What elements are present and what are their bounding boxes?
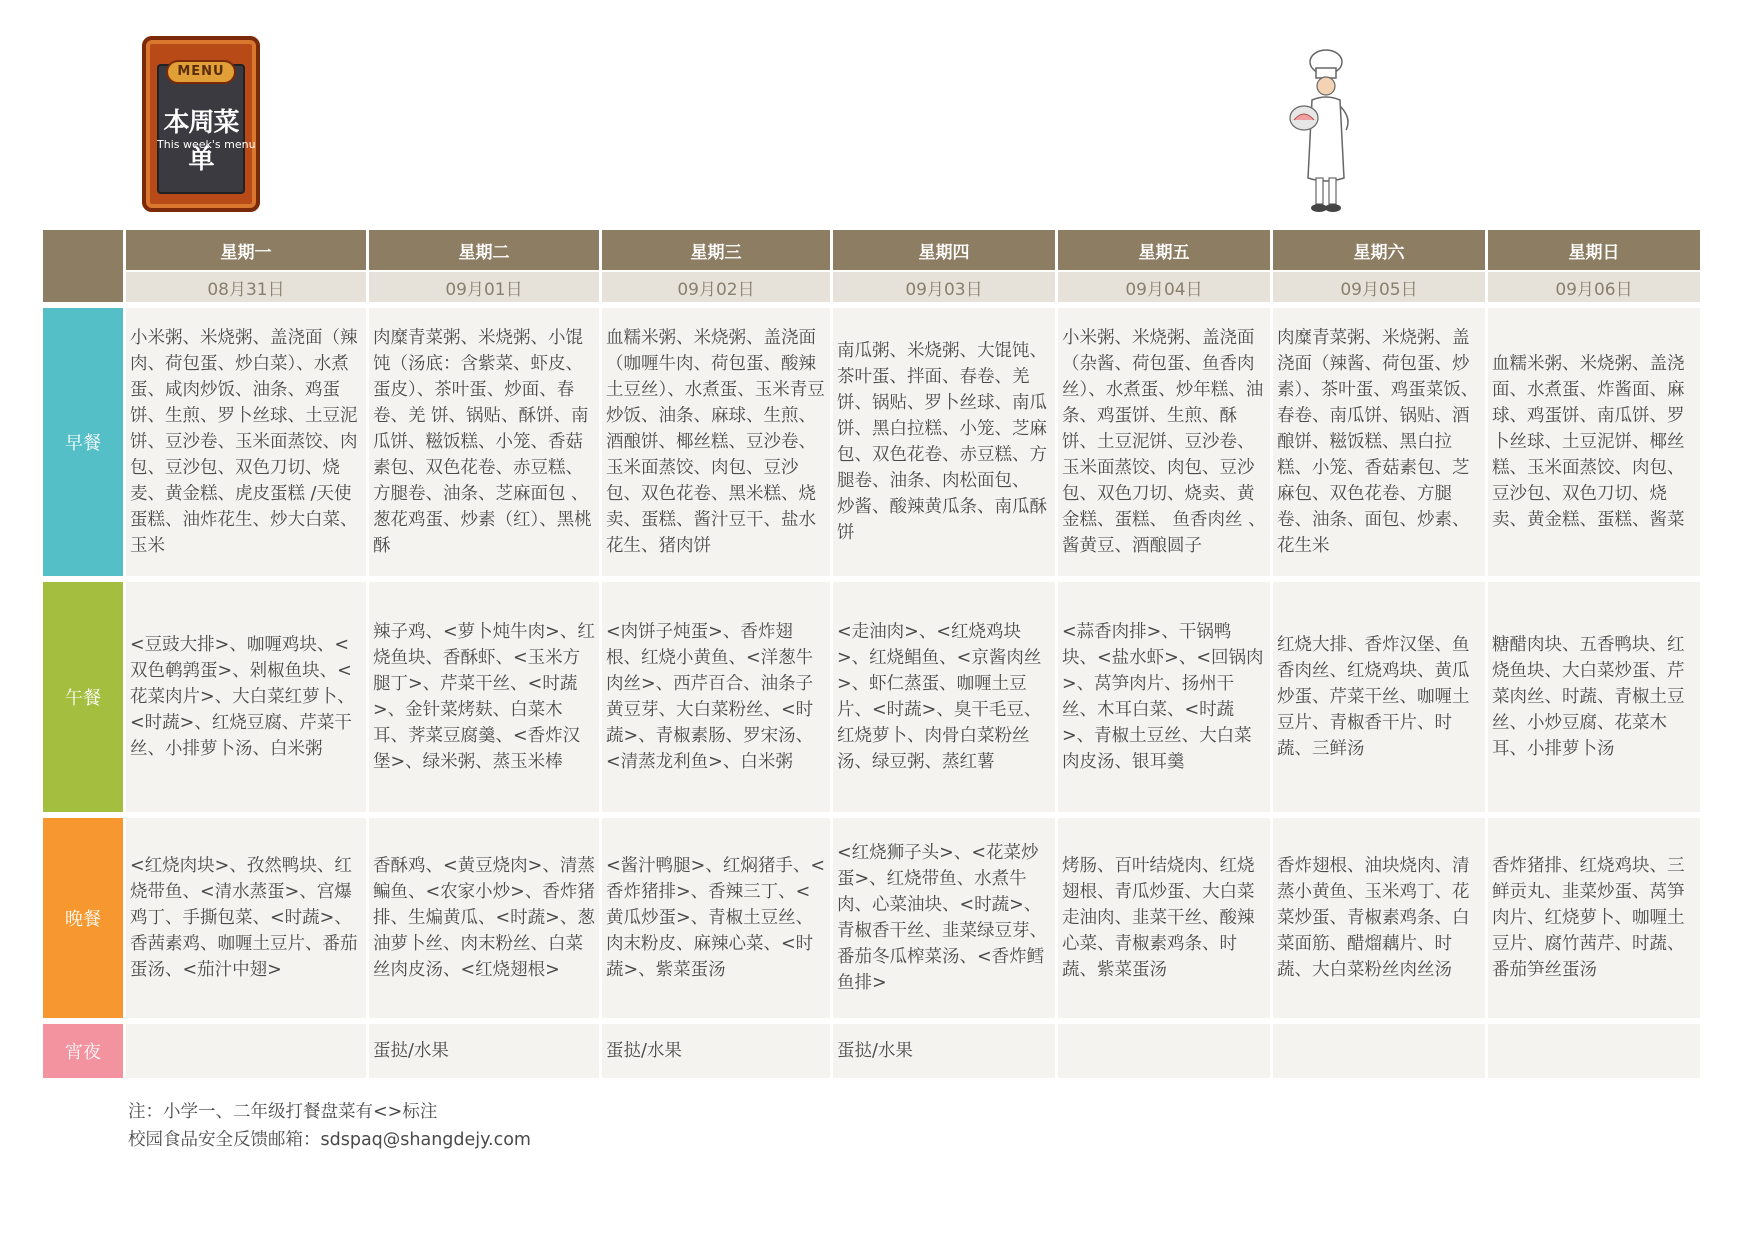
menu-cell: <蒜香肉排>、干锅鸭块、<盐水虾>、<回锅肉>、莴笋肉片、扬州干丝、木耳白菜、<时蔬>、青椒土豆丝、大白菜肉皮汤、银耳羹 [1058,582,1270,812]
menu-cell: <走油肉>、<红烧鸡块>、红烧鲳鱼、<京酱肉丝>、虾仁蒸蛋、咖喱土豆片、<时蔬>、臭干毛豆、红烧萝卜、肉骨白菜粉丝汤、绿豆粥、蒸红薯 [833,582,1055,812]
weekly-menu-table [40,230,1703,1078]
menu-cell: <红烧肉块>、孜然鸭块、红烧带鱼、<清水蒸蛋>、宫爆鸡丁、手撕包菜、<时蔬>、香茜素鸡、咖喱土豆片、番茄蛋汤、<茄汁中翅> [126,818,366,1018]
meal-label-lunch: 午餐 [43,582,123,812]
menu-cell: 血糯米粥、米烧粥、盖浇面（咖喱牛肉、荷包蛋、酸辣土豆丝）、水煮蛋、玉米青豆炒饭、油条、麻球、生煎、酒酿饼、椰丝糕、豆沙卷、玉米面蒸饺、肉包、豆沙包、双色花卷、黑米糕、烧卖、蛋糕、酱汁豆干、盐水花生、猪肉饼 [602,308,830,576]
day-saturday: 星期六 [1273,230,1485,270]
date-tuesday: 09月01日 [369,270,599,302]
menu-cell: 肉糜青菜粥、米烧粥、小馄饨（汤底：含紫菜、虾皮、蛋皮）、茶叶蛋、炒面、春卷、羌 饼、锅贴、酥饼、南瓜饼、糍饭糕、小笼、香菇素包、双色花卷、赤豆糕、方腿卷、油条、芝麻面包 、葱花鸡蛋、炒素（红）、黑桃酥 [369,308,599,576]
menu-cell [1058,1024,1270,1078]
breakfast-row [43,308,1700,576]
night-snack-row [43,1024,1700,1078]
menu-cell: 红烧大排、香炸汉堡、鱼香肉丝、红烧鸡块、黄瓜炒蛋、芹菜干丝、咖喱土豆片、青椒香干片、时蔬、三鲜汤 [1273,582,1485,812]
day-friday: 星期五 [1058,230,1270,270]
menu-cell: 小米粥、米烧粥、盖浇面（杂酱、荷包蛋、鱼香肉丝）、水煮蛋、炒年糕、油条、鸡蛋饼、生煎、酥饼、土豆泥饼、豆沙卷、玉米面蒸饺、肉包、豆沙包、双色刀切、烧卖、黄金糕、蛋糕、 鱼香肉丝 、酱黄豆、酒酿圆子 [1058,308,1270,576]
note-lower-grade: 注：小学一、二年级打餐盘菜有<>标注 [128,1102,438,1122]
date-monday: 08月31日 [126,270,366,302]
menu-cell [1488,1024,1700,1078]
menu-cell: <酱汁鸭腿>、红焖猪手、<香炸猪排>、香辣三丁、<黄瓜炒蛋>、青椒土豆丝、肉末粉皮、麻辣心菜、<时蔬>、紫菜蛋汤 [602,818,830,1018]
menu-cell: 辣子鸡、<萝卜炖牛肉>、红烧鱼块、香酥虾、<玉米方腿丁>、芹菜干丝、<时蔬>、金针菜烤麸、白菜木耳、荠菜豆腐羹、<香炸汉堡>、绿米粥、蒸玉米棒 [369,582,599,812]
menu-cell: 小米粥、米烧粥、盖浇面（辣肉、荷包蛋、炒白菜）、水煮蛋、咸肉炒饭、油条、鸡蛋饼、生煎、罗卜丝球、土豆泥饼、豆沙卷、玉米面蒸饺、肉包、豆沙包、双色刀切、烧麦、黄金糕、虎皮蛋糕 /天使蛋糕、油炸花生、炒大白菜、玉米 [126,308,366,576]
menu-cell: 香炸翅根、油块烧肉、清蒸小黄鱼、玉米鸡丁、花菜炒蛋、青椒素鸡条、白菜面筋、醋熘藕片、时蔬、大白菜粉丝肉丝汤 [1273,818,1485,1018]
menu-cell: <红烧狮子头>、<花菜炒蛋>、红烧带鱼、水煮牛肉、心菜油块、<时蔬>、青椒香干丝、韭菜绿豆芽、番茄冬瓜榨菜汤、<香炸鳕鱼排> [833,818,1055,1018]
menu-logo [142,36,260,212]
table-corner [43,230,123,302]
chef-icon [1286,48,1366,216]
day-wednesday: 星期三 [602,230,830,270]
menu-cell: 血糯米粥、米烧粥、盖浇面、水煮蛋、炸酱面、麻球、鸡蛋饼、南瓜饼、罗卜丝球、土豆泥饼、椰丝糕、玉米面蒸饺、肉包、豆沙包、双色刀切、烧卖、黄金糕、蛋糕、酱菜 [1488,308,1700,576]
menu-cell: 蛋挞/水果 [602,1024,830,1078]
date-header-row [43,270,1700,302]
date-sunday: 09月06日 [1488,270,1700,302]
menu-cell: 烤肠、百叶结烧肉、红烧翅根、青瓜炒蛋、大白菜走油肉、韭菜干丝、酸辣心菜、青椒素鸡条、时蔬、紫菜蛋汤 [1058,818,1270,1018]
logo-title: 本周菜单 [163,108,239,175]
date-friday: 09月04日 [1058,270,1270,302]
menu-cell: <豆豉大排>、咖喱鸡块、<双色鹌鹑蛋>、剁椒鱼块、<花菜肉片>、大白菜红萝卜、<时蔬>、红烧豆腐、芹菜干丝、小排萝卜汤、白米粥 [126,582,366,812]
menu-cell: <肉饼子炖蛋>、香炸翅根、红烧小黄鱼、<洋葱牛肉丝>、西芹百合、油条子黄豆芽、大白菜粉丝、<时蔬>、青椒素肠、罗宋汤、<清蒸龙利鱼>、白米粥 [602,582,830,812]
meal-label-breakfast: 早餐 [43,308,123,576]
meal-label-night-snack: 宵夜 [43,1024,123,1078]
logo-subtitle: This week's menu [157,138,256,151]
day-thursday: 星期四 [833,230,1055,270]
dinner-row [43,818,1700,1018]
day-tuesday: 星期二 [369,230,599,270]
menu-cell: 肉糜青菜粥、米烧粥、盖浇面（辣酱、荷包蛋、炒素）、茶叶蛋、鸡蛋菜饭、春卷、南瓜饼、锅贴、酒酿饼、糍饭糕、黑白拉糕、小笼、香菇素包、芝麻包、双色花卷、方腿卷、油条、面包、炒素、 花生米 [1273,308,1485,576]
date-thursday: 09月03日 [833,270,1055,302]
date-wednesday: 09月02日 [602,270,830,302]
menu-cell: 蛋挞/水果 [833,1024,1055,1078]
meal-label-dinner: 晚餐 [43,818,123,1018]
menu-cell [1273,1024,1485,1078]
lunch-row [43,582,1700,812]
day-sunday: 星期日 [1488,230,1700,270]
logo-badge: MENU [168,62,234,82]
menu-cell: 南瓜粥、米烧粥、大馄饨、茶叶蛋、拌面、春卷、羌饼、锅贴、罗卜丝球、南瓜饼、黑白拉糕、小笼、芝麻包、双色花卷、赤豆糕、方腿卷、油条、肉松面包、 炒酱、酸辣黄瓜条、南瓜酥饼 [833,308,1055,576]
menu-cell: 香酥鸡、<黄豆烧肉>、清蒸鳊鱼、<农家小炒>、香炸猪排、生煸黄瓜、<时蔬>、葱油萝卜丝、肉末粉丝、白菜丝肉皮汤、<红烧翅根> [369,818,599,1018]
day-header-row [43,230,1700,270]
date-saturday: 09月05日 [1273,270,1485,302]
note-feedback-email: 校园食品安全反馈邮箱：sdspaq@shangdejy.com [128,1130,531,1150]
menu-cell: 香炸猪排、红烧鸡块、三鲜贡丸、韭菜炒蛋、莴笋肉片、红烧萝卜、咖喱土豆片、腐竹茜芹、时蔬、番茄笋丝蛋汤 [1488,818,1700,1018]
menu-cell [126,1024,366,1078]
menu-cell: 蛋挞/水果 [369,1024,599,1078]
day-monday: 星期一 [126,230,366,270]
menu-cell: 糖醋肉块、五香鸭块、红烧鱼块、大白菜炒蛋、芹菜肉丝、时蔬、青椒土豆丝、小炒豆腐、花菜木耳、小排萝卜汤 [1488,582,1700,812]
